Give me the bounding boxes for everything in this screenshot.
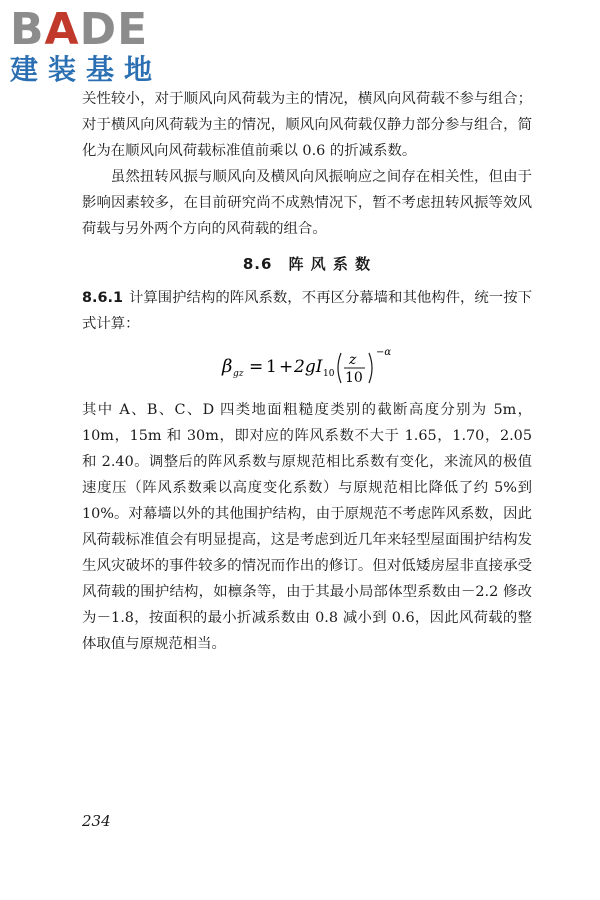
formula-fraction-denominator: 10 [345, 370, 363, 386]
formula-graphic [212, 339, 402, 393]
gust-factor-formula [82, 339, 532, 393]
formula-i-subscript: 10 [323, 369, 335, 379]
formula-fraction-numerator: z [349, 352, 357, 368]
clause-text: 计算围护结构的阵风系数，不再区分幕墙和其他构件，统一按下式计算： [82, 290, 532, 332]
document-page [82, 86, 532, 657]
formula-beta: β [222, 356, 233, 377]
page-number: 234 [82, 812, 111, 830]
paragraph-explanation: 其中 A、B、C、D 四类地面粗糙度类别的截断高度分别为 5m，10m，15m 和 30m，即对应的阵风系数不大于 1.65，1.70，2.05 和 2.40。调整后的阵风系数与原规范相比系数有变化，来流风的极值速度压（阵风系数乘以高度变化系数）与原规范相比降低了约 5%到 10%。对幕墙以外的其他围护结构，由于原规范不考虑阵风系数，因此风荷载标准值会有明显提高，这是考虑到近几年来轻型屋面围护结构发生风灾破坏的事件较多的情况而作出的修订。但对低矮房屋非直接承受风荷载的围护结构，如檩条等，由于其最小局部体型系数由－2.2 修改为－1.8，按面积的最小折减系数由 0.8 减小到 0.6，因此风荷载的整体取值与原规范相当。 [82, 402, 532, 652]
clause-number: 8.6.1 [82, 290, 123, 306]
left-paren [338, 353, 341, 383]
formula-one: 1 [266, 357, 277, 377]
paragraph-torsion: 虽然扭转风振与顺风向及横风向风振响应之间存在相关性，但由于影响因素较多，在目前研究尚不成熟情况下，暂不考虑扭转风振等效风荷载与另外两个方向的风荷载的组合。 [82, 169, 532, 237]
logo-chinese-name: 建装基地 [10, 53, 163, 86]
formula-equals: = [249, 357, 264, 377]
brand-logo [8, 6, 178, 86]
paragraph-continued: 关性较小，对于顺风向风荷载为主的情况，横风向风荷载不参与组合；对于横风向风荷载为主的情况，顺风向风荷载仅静力部分参与组合，简化为在顺风向风荷载标准值前乘以 0.6 的折减系数。 [82, 91, 532, 159]
right-paren [369, 353, 372, 383]
section-title: 8.6 阵 风 系 数 [242, 255, 372, 273]
formula-coefficient: 2gI [294, 357, 323, 377]
formula-exponent: −α [376, 347, 392, 358]
logo-wordmark: BADE [10, 4, 149, 55]
clause-8-6-1 [82, 285, 532, 337]
formula-plus: + [279, 357, 294, 377]
formula-beta-subscript: gz [233, 369, 244, 379]
